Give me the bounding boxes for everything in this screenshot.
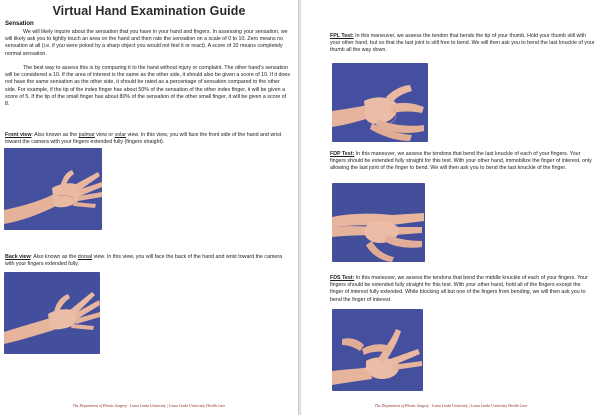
front-view-photo (4, 148, 102, 230)
left-page-footer: The Department of Plastic Surgery · Loma Linda University | Loma Linda University Health Care (72, 404, 226, 408)
front-view-term-volar: volar (114, 132, 127, 138)
fds-test-description (330, 275, 595, 304)
right-page (300, 0, 600, 415)
back-view-text-1: : Also known as the (30, 254, 78, 260)
left-page (0, 0, 299, 415)
fpl-test-label: FPL Test: (330, 33, 354, 39)
front-view-label: Front view (5, 132, 32, 138)
fpl-test-photo (332, 63, 428, 142)
sensation-paragraph-2: The best way to assess this is by comparing it to the hand without injury or complaint. The other hand's sensation will be considered a 10. If the area of interest is the same as the other side, it should also be given a score of 10. If it does not have the same sensation as the other side, it should be rated as a percentage of sensation compared to the other side. For example, if the tip of the index finger has about 50% of the sensation of the other index finger, it will be given a score of 5. If the tip of the small finger has about 80% of the sensation of the other small finger, it will be given a score of 8. (5, 65, 291, 108)
front-view-text-1: : Also known as the (31, 132, 79, 138)
back-view-photo (4, 272, 100, 354)
fdp-test-photo (332, 183, 425, 262)
front-view-description (5, 132, 291, 146)
fpl-test-text: In this maneuver, we assess the tendon that bends the tip of your thumb. Hold your thumb still with your other hand, but so that the last joint is still free to bend. We will then ask you to bend the last knuckle of your thumb all the way down. (330, 33, 595, 54)
fdp-test-text: In this maneuver, we assess the tendons that bend the last knuckle of each of your fingers. Your fingers should be extended fully straight for this test. With your other hand, immobilize the finger of interest, only allowing the last joint of the finger to bend. We will then ask you to bend the last knuckle of the finger. (330, 151, 592, 172)
fdp-test-description (330, 151, 595, 173)
back-view-description (5, 254, 291, 268)
fpl-test-description (330, 33, 595, 55)
front-view-text-2: view or (94, 132, 115, 138)
front-view-term-palmar: palmar (78, 132, 95, 138)
front-view-text-3: view. In this view, you will face the front side of the hand and wrist toward the camera with your fingers extended fully (fingers straight). (5, 132, 282, 146)
back-view-term-dorsal: dorsal (77, 254, 93, 260)
fdp-test-label: FDP Test: (330, 151, 355, 157)
back-view-label: Back view (5, 254, 31, 260)
right-page-footer: The Department of Plastic Surgery · Loma Linda University | Loma Linda University Health Care (374, 404, 528, 408)
fds-test-label: FDS Test: (330, 275, 355, 281)
fds-test-text: In this maneuver, we assess the tendons that bend the middle knuckle of each of your fingers. Your fingers should be extended fully straight for this test. With your other hand, hold all of the fingers except the finger of interest fully extended. While blocking all but one of the fingers from bending, we will then ask you to bend the finger of interest. (330, 275, 588, 303)
page-title: Virtual Hand Examination Guide (52, 4, 246, 18)
sensation-heading: Sensation (5, 21, 34, 27)
back-view-text-2: view. In this view, you will face the back of the hand and wrist toward the camera with your fingers extended fully. (5, 254, 283, 268)
fds-test-photo (332, 309, 423, 391)
sensation-paragraph-1: We will likely inquire about the sensation that you have in your hand and fingers. In assessing your sensation, we will likely ask you to lightly touch an area on the hand and then rate the sensation on a scale of 0 to 10. Zero means no sensation at all (i.e. if you were poked by a sharp object you would not feel it or react). A score of 10 means completely normal sensation. (5, 29, 288, 57)
